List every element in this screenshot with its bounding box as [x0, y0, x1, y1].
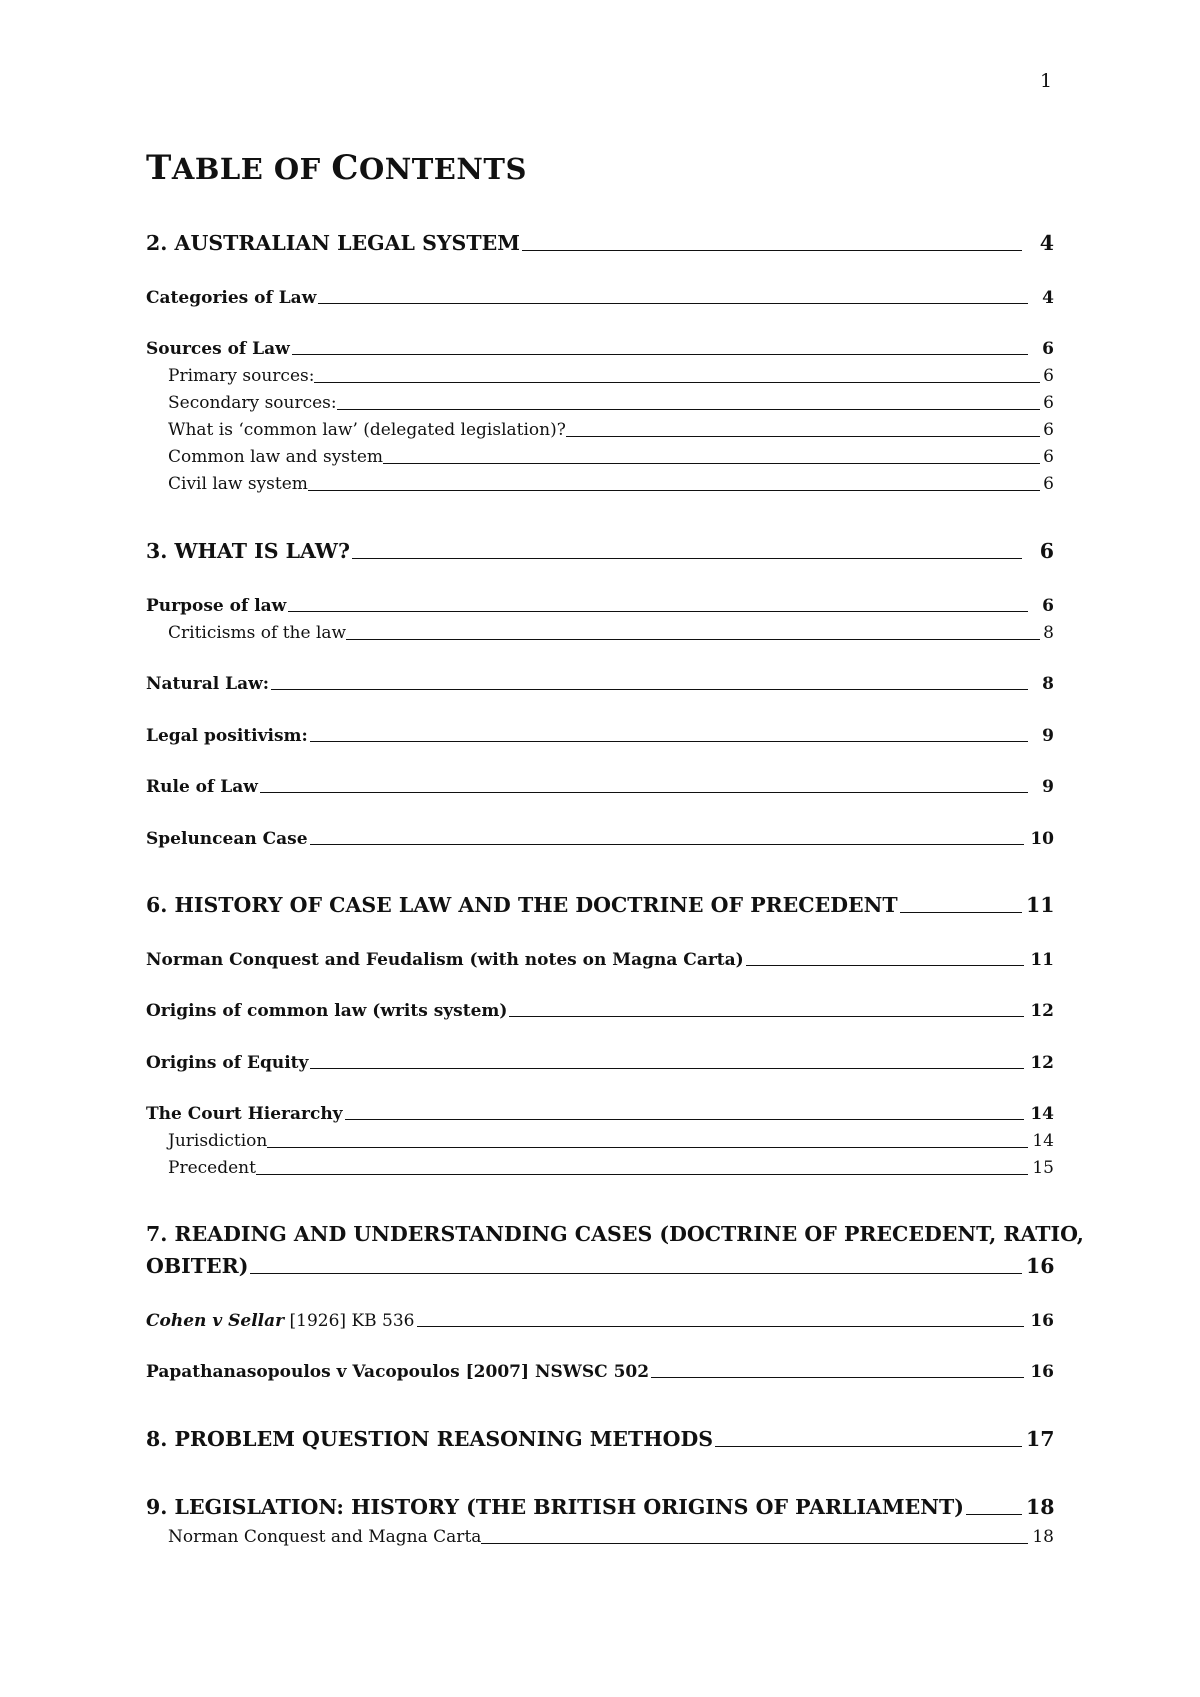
- toc-entry-page: 12: [1030, 1001, 1054, 1021]
- toc-entry-label-line1: [146, 1222, 1084, 1246]
- toc-entry-label: Precedent: [168, 1158, 256, 1178]
- toc-entry-page: 9: [1042, 726, 1054, 746]
- dot-leader: [651, 1377, 1024, 1378]
- dot-leader: [308, 490, 1040, 491]
- toc-entry-categories-of-law[interactable]: [146, 289, 1054, 308]
- toc-entry-natural-law[interactable]: [146, 675, 1054, 694]
- toc-entry-label: Rule of Law: [146, 777, 258, 797]
- toc-entry-page: 18: [1032, 1527, 1054, 1547]
- toc-entry-label: Sources of Law: [146, 339, 290, 359]
- toc-entry-page: 8: [1042, 674, 1054, 694]
- dot-leader: [566, 436, 1040, 437]
- toc-entry-label: Norman Conquest and Feudalism (with notes on Magna Carta): [146, 950, 744, 970]
- dot-leader: [260, 792, 1028, 793]
- dot-leader: [256, 1174, 1028, 1175]
- toc-entry-label: Primary sources:: [168, 366, 315, 386]
- dot-leader: [314, 382, 1040, 383]
- toc-entry-norman-conquest-feudalism[interactable]: [146, 951, 1054, 970]
- dot-leader: [417, 1326, 1025, 1327]
- toc-entry-label: Jurisdiction: [168, 1131, 268, 1151]
- toc-entry-page: 9: [1042, 777, 1054, 797]
- toc-entry-origins-of-common-law[interactable]: [146, 1002, 1054, 1021]
- dot-leader: [345, 1119, 1024, 1120]
- dot-leader: [310, 741, 1028, 742]
- toc-entry-legal-positivism[interactable]: [146, 727, 1054, 746]
- toc-entry-label: Origins of Equity: [146, 1053, 309, 1073]
- toc-entry-page: 11: [1030, 950, 1054, 970]
- toc-entry-what-is-common-law[interactable]: [168, 421, 1054, 440]
- toc-entry-purpose-of-law[interactable]: [146, 597, 1054, 616]
- toc-entry-page: 8: [1043, 623, 1054, 643]
- toc-entry-jurisdiction[interactable]: [168, 1132, 1054, 1151]
- toc-entry-label: Natural Law:: [146, 674, 269, 694]
- toc-entry-label: Civil law system: [168, 474, 308, 494]
- toc-entry-page: 6: [1042, 339, 1054, 359]
- toc-entry-civil-law-system[interactable]: [168, 475, 1054, 494]
- toc-entry-label: Speluncean Case: [146, 829, 308, 849]
- toc-entry-precedent[interactable]: [168, 1159, 1054, 1178]
- toc-entry-what-is-law[interactable]: [146, 540, 1054, 563]
- dot-leader: [310, 1068, 1024, 1069]
- toc-entry-page: 16: [1026, 1254, 1055, 1278]
- dot-leader: [509, 1016, 1024, 1017]
- toc-entry-label: Papathanasopoulos v Vacopoulos [2007] NSWSC 502: [146, 1362, 650, 1382]
- toc-entry-papathanasopoulos[interactable]: [146, 1363, 1054, 1382]
- dot-leader: [746, 965, 1024, 966]
- toc-entry-sources-of-law[interactable]: [146, 340, 1054, 359]
- toc-entry-norman-conquest-magna-carta[interactable]: [168, 1528, 1054, 1547]
- toc-entry-label: Categories of Law: [146, 288, 317, 308]
- toc-entry-page: 17: [1026, 1427, 1055, 1451]
- toc-entry-court-hierarchy[interactable]: [146, 1105, 1054, 1124]
- toc-entry-label: 7. READING AND UNDERSTANDING CASES (DOCTRINE OF PRECEDENT, RATIO,: [146, 1222, 1084, 1246]
- case-name: Cohen v Sellar: [146, 1311, 285, 1331]
- toc-entry-cohen-v-sellar[interactable]: [146, 1312, 1054, 1331]
- toc-entry-secondary-sources[interactable]: [168, 394, 1054, 413]
- toc-entry-label: 2. AUSTRALIAN LEGAL SYSTEM: [146, 231, 520, 255]
- toc-entry-label: Norman Conquest and Magna Carta: [168, 1527, 482, 1547]
- toc-entry-criticisms-of-the-law[interactable]: [168, 624, 1054, 643]
- toc-entry-label: Criticisms of the law: [168, 623, 347, 643]
- toc-entry-page: 14: [1030, 1104, 1054, 1124]
- toc-entry-label: Purpose of law: [146, 596, 287, 616]
- dot-leader: [318, 303, 1028, 304]
- dot-leader: [288, 611, 1028, 612]
- toc-entry-label: Origins of common law (writs system): [146, 1001, 508, 1021]
- toc-entry-page: 6: [1043, 420, 1054, 440]
- toc-entry-label: What is ‘common law’ (delegated legislation)?: [168, 420, 566, 440]
- toc-entry-page: 6: [1043, 474, 1054, 494]
- toc-entry-page: 11: [1026, 893, 1055, 917]
- dot-leader: [352, 558, 1022, 559]
- toc-entry-label: 6. HISTORY OF CASE LAW AND THE DOCTRINE OF PRECEDENT: [146, 893, 898, 917]
- toc-entry-page: 6: [1043, 393, 1054, 413]
- dot-leader: [310, 844, 1024, 845]
- page-number: 1: [1040, 70, 1053, 92]
- dot-leader: [522, 250, 1022, 251]
- dot-leader: [267, 1147, 1028, 1148]
- toc-entry-problem-question[interactable]: [146, 1428, 1054, 1451]
- case-citation: [1926] KB 536: [284, 1311, 415, 1331]
- toc-entry-page: 6: [1039, 539, 1054, 563]
- dot-leader: [346, 639, 1040, 640]
- dot-leader: [337, 409, 1040, 410]
- toc-title: TABLE OF CONTENTS: [146, 148, 527, 188]
- dot-leader: [383, 463, 1040, 464]
- toc-entry-label: Legal positivism:: [146, 726, 308, 746]
- toc-entry-australian-legal-system[interactable]: [146, 232, 1054, 255]
- toc-entry-label: 9. LEGISLATION: HISTORY (THE BRITISH ORIGINS OF PARLIAMENT): [146, 1495, 964, 1519]
- toc-entry-page: 16: [1030, 1362, 1054, 1382]
- dot-leader: [250, 1273, 1022, 1274]
- toc-entry-rule-of-law[interactable]: [146, 778, 1054, 797]
- toc-entry-label-line2-row: [146, 1255, 1054, 1278]
- toc-entry-origins-of-equity[interactable]: [146, 1054, 1054, 1073]
- dot-leader: [966, 1514, 1022, 1515]
- toc-entry-label: Common law and system: [168, 447, 384, 467]
- dot-leader: [900, 912, 1022, 913]
- toc-entry-page: 14: [1032, 1131, 1054, 1151]
- toc-entry-speluncean-case[interactable]: [146, 830, 1054, 849]
- toc-entry-page: 4: [1042, 288, 1054, 308]
- toc-entry-page: 4: [1039, 231, 1054, 255]
- toc-entry-page: 16: [1030, 1311, 1054, 1331]
- toc-entry-page: 6: [1043, 447, 1054, 467]
- toc-entry-page: 15: [1032, 1158, 1054, 1178]
- toc-entry-label: The Court Hierarchy: [146, 1104, 343, 1124]
- toc-entry-page: 6: [1043, 366, 1054, 386]
- toc-entry-label: 3. WHAT IS LAW?: [146, 539, 350, 563]
- toc-entry-page: 6: [1042, 596, 1054, 616]
- dot-leader: [292, 354, 1028, 355]
- toc-entry-page: 10: [1030, 829, 1054, 849]
- toc-entry-label: Secondary sources:: [168, 393, 337, 413]
- toc-entry-label: OBITER): [146, 1254, 249, 1278]
- dot-leader: [481, 1543, 1028, 1544]
- toc-entry-page: 18: [1026, 1495, 1055, 1519]
- toc-entry-page: 12: [1030, 1053, 1054, 1073]
- dot-leader: [271, 689, 1028, 690]
- toc-entry-primary-sources[interactable]: [168, 367, 1054, 386]
- dot-leader: [715, 1446, 1022, 1447]
- toc-entry-legislation-history[interactable]: [146, 1496, 1054, 1519]
- toc-entry-history-of-case-law[interactable]: [146, 894, 1054, 917]
- toc-entry-label: [146, 1312, 415, 1331]
- toc-entry-common-law-and-system[interactable]: [168, 448, 1054, 467]
- toc-entry-label: 8. PROBLEM QUESTION REASONING METHODS: [146, 1427, 714, 1451]
